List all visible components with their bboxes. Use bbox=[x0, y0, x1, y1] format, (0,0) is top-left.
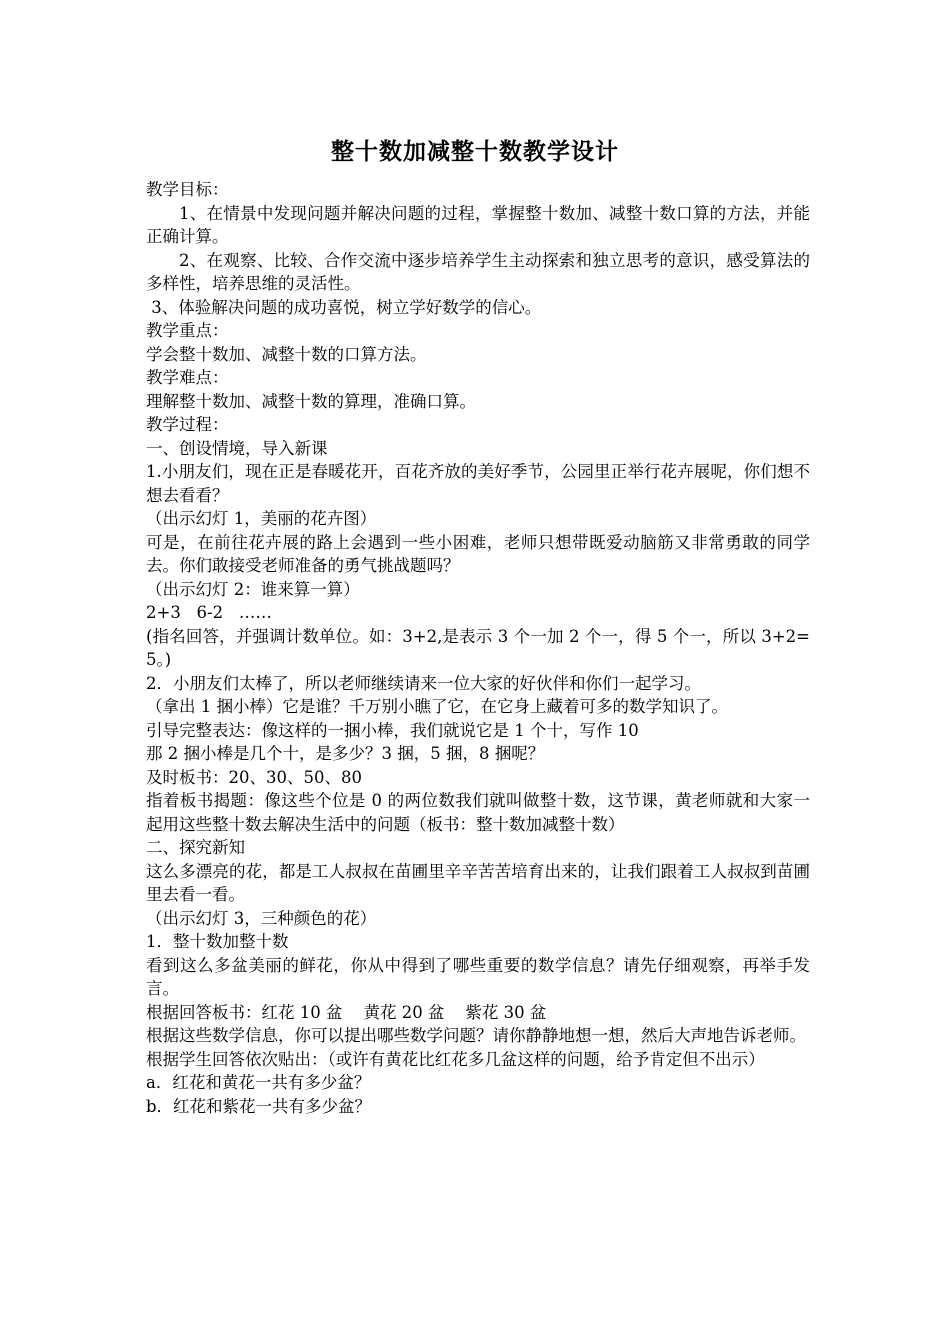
paragraph: 根据这些数学信息，你可以提出哪些数学问题？请你静静地想一想，然后大声地告诉老师。 bbox=[146, 1026, 806, 1045]
paragraph: (指名回答，并强调计数单位。如：3+2,是表示 3 个一加 2 个一，得 5 个一，所以 3+2=5。) bbox=[146, 626, 810, 669]
paragraph: 3、体验解决问题的成功喜悦，树立学好数学的信心。 bbox=[146, 297, 542, 317]
paragraph: a．红花和黄花一共有多少盆？ bbox=[146, 1073, 371, 1092]
paragraph: 指着板书揭题：像这些个位是 0 的两位数我们就叫做整十数，这节课，黄老师就和大家一起用这些整十数去解决生活中的问题（板书：整十数加减整十数） bbox=[146, 791, 810, 834]
paragraph: b．红花和紫花一共有多少盆？ bbox=[146, 1096, 372, 1116]
paragraph: 2．小朋友们太棒了，所以老师继续请来一位大家的好伙伴和你们一起学习。 bbox=[146, 673, 701, 693]
paragraph: 及时板书：20、30、50、80 bbox=[146, 767, 362, 787]
paragraph: 这么多漂亮的花，都是工人叔叔在苗圃里辛辛苦苦培育出来的，让我们跟着工人叔叔到苗圃里去看一看。 bbox=[146, 861, 810, 904]
document-body bbox=[146, 178, 810, 1118]
document-title: 整十数加减整十数教学设计 bbox=[331, 139, 619, 165]
paragraph: 教学过程： bbox=[146, 415, 229, 434]
paragraph: 引导完整表达：像这样的一捆小棒，我们就说它是 1 个十，写作 10 bbox=[146, 720, 639, 740]
paragraph: 根据学生回答依次贴出：（或许有黄花比红花多几盆这样的问题，给予肯定但不出示） bbox=[146, 1049, 765, 1069]
paragraph: 可是，在前往花卉展的路上会遇到一些小困难，老师只想带既爱动脑筋又非常勇敢的同学去。你们敢接受老师准备的勇气挑战题吗？ bbox=[146, 532, 810, 575]
paragraph: 学会整十数加、减整十数的口算方法。 bbox=[146, 344, 427, 364]
paragraph: （出示幻灯 1，美丽的花卉图） bbox=[146, 509, 377, 528]
paragraph: 教学目标： bbox=[146, 180, 229, 199]
paragraph: 一、创设情境，导入新课 bbox=[146, 438, 328, 458]
paragraph: 教学重点： bbox=[146, 321, 229, 340]
paragraph: （出示幻灯 2：谁来算一算） bbox=[146, 579, 360, 599]
paragraph: 1.小朋友们，现在正是春暖花开，百花齐放的美好季节，公园里正举行花卉展呢，你们想不想去看看？ bbox=[146, 462, 810, 505]
paragraph: 2+3 6-2 …… bbox=[146, 603, 272, 622]
paragraph: （拿出 1 捆小棒）它是谁？千万别小瞧了它，在它身上藏着可多的数学知识了。 bbox=[146, 697, 728, 716]
paragraph: 1．整十数加整十数 bbox=[146, 932, 289, 951]
paragraph: 理解整十数加、减整十数的算理，准确口算。 bbox=[146, 391, 476, 411]
paragraph: 二、探究新知 bbox=[146, 838, 245, 857]
paragraph: 2、在观察、比较、合作交流中逐步培养学生主动探索和独立思考的意识，感受算法的多样性，培养思维的灵活性。 bbox=[146, 250, 810, 293]
paragraph: 根据回答板书：红花 10 盆 黄花 20 盆 紫花 30 盆 bbox=[146, 1002, 547, 1022]
paragraph: 看到这么多盆美丽的鲜花，你从中得到了哪些重要的数学信息？请先仔细观察，再举手发言。 bbox=[146, 955, 810, 998]
paragraph: 教学难点： bbox=[146, 368, 229, 387]
paragraph: 1、在情景中发现问题并解决问题的过程，掌握整十数加、减整十数口算的方法，并能正确计算。 bbox=[146, 203, 810, 246]
paragraph: （出示幻灯 3，三种颜色的花） bbox=[146, 908, 377, 928]
paragraph: 那 2 捆小棒是几个十，是多少？3 捆，5 捆，8 捆呢？ bbox=[146, 744, 545, 763]
